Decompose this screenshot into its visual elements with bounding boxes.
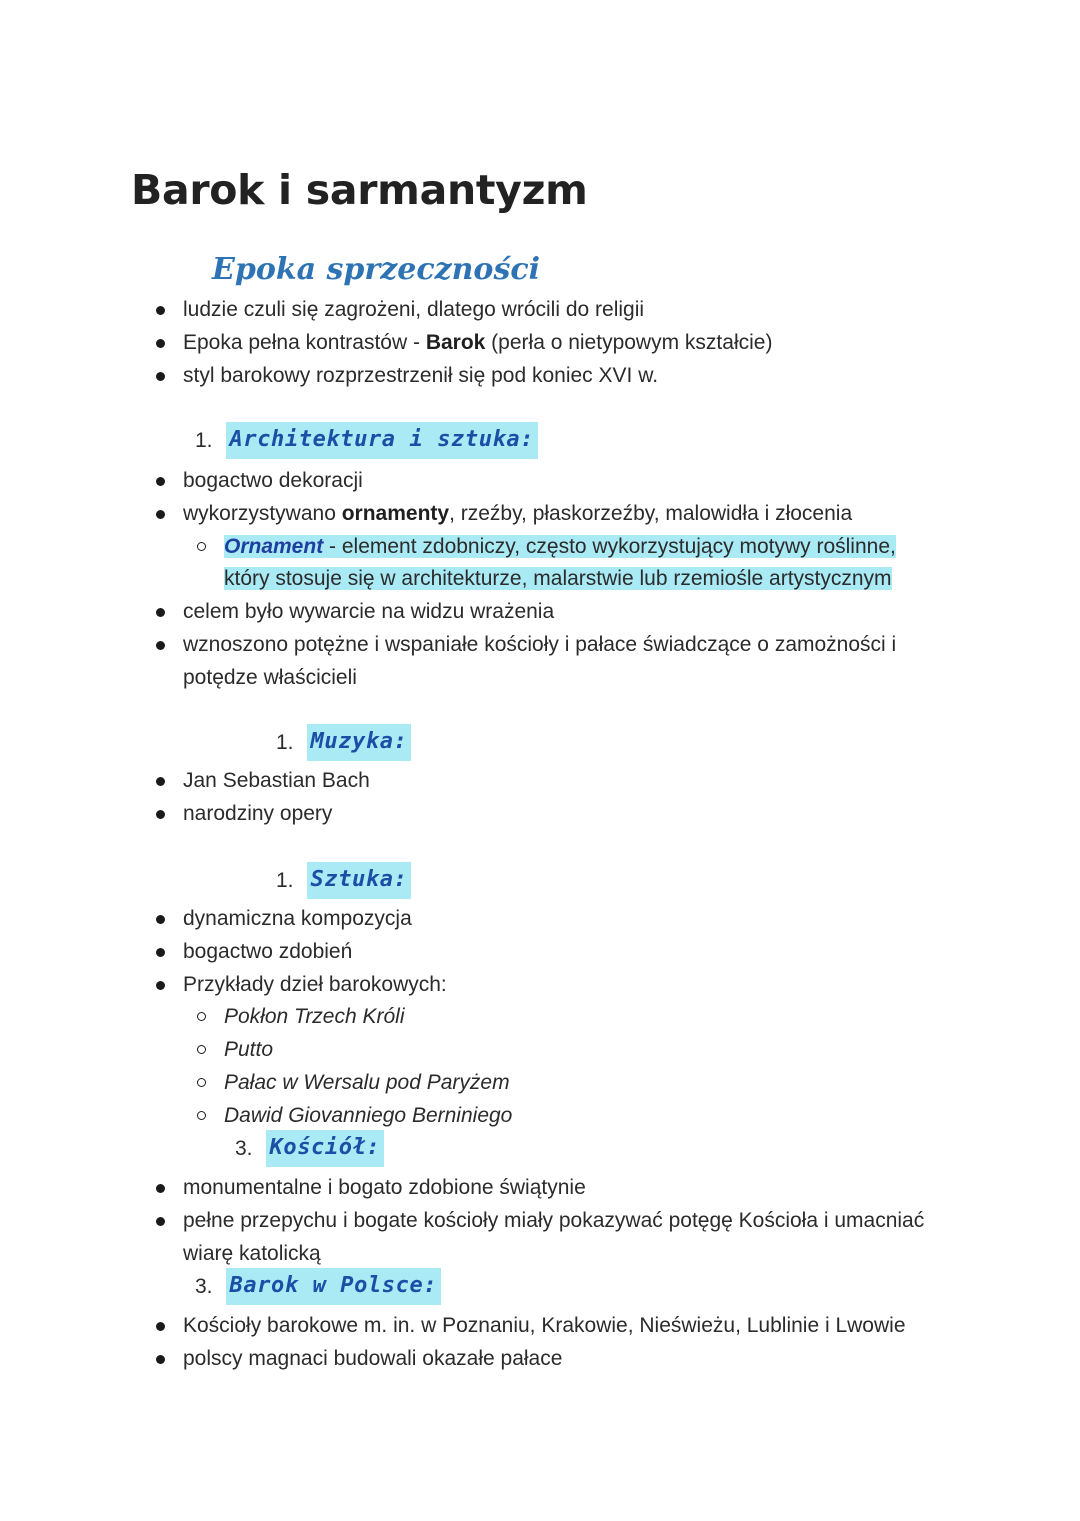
sub-list-item: Pokłon Trzech Króli <box>0 1001 1080 1034</box>
list-item: Kościoły barokowe m. in. w Poznaniu, Krakowie, Nieświeżu, Lublinie i Lwowie <box>0 1310 1080 1343</box>
list-item: celem było wywarcie na widzu wrażenia <box>0 596 1080 629</box>
list-item: narodziny opery <box>0 798 1080 831</box>
heading-kosciol <box>235 1130 384 1167</box>
ornament-term: Ornament <box>224 534 324 558</box>
list-item: Jan Sebastian Bach <box>0 765 1080 798</box>
sub-list-item: Pałac w Wersalu pod Paryżem <box>0 1067 1080 1100</box>
list-item: wznoszono potężne i wspaniałe kościoły i pałace świadczące o zamożności i potędze właścicieli <box>0 629 1080 695</box>
sub-list-item: Ornament - element zdobniczy, często wykorzystujący motywy roślinne, który stosuje się w architekturze, malarstwie lub rzemiośle artystycznym <box>0 531 1080 597</box>
list-item: bogactwo dekoracji <box>0 465 1080 498</box>
heading-polska <box>195 1268 441 1305</box>
heading-architektura <box>195 422 538 459</box>
heading-text: Sztuka: <box>307 862 412 899</box>
sztuka-list <box>0 903 1080 1133</box>
heading-number: 1. <box>276 868 294 892</box>
list-item: Przykłady dzieł barokowych: <box>0 969 1080 1002</box>
page-title: Barok i sarmantyzm <box>131 166 588 214</box>
intro-list <box>0 294 1080 392</box>
list-item: styl barokowy rozprzestrzenił się pod koniec XVI w. <box>0 360 1080 393</box>
kosciol-list <box>0 1172 1080 1270</box>
heading-text: Architektura i sztuka: <box>226 422 539 459</box>
heading-sztuka <box>276 862 411 899</box>
polska-list <box>0 1310 1080 1376</box>
muzyka-list <box>0 765 1080 831</box>
sub-list-item: Dawid Giovanniego Berniniego <box>0 1100 1080 1133</box>
architektura-list <box>0 465 1080 695</box>
heading-muzyka <box>276 724 411 761</box>
heading-text: Kościół: <box>266 1130 385 1167</box>
section-subtitle: Epoka sprzeczności <box>212 252 540 287</box>
list-item: pełne przepychu i bogate kościoły miały pokazywać potęgę Kościoła i umacniać wiarę katolicką <box>0 1205 1080 1271</box>
list-item: Epoka pełna kontrastów - Barok (perła o nietypowym kształcie) <box>0 327 1080 360</box>
heading-text: Muzyka: <box>307 724 412 761</box>
list-item: bogactwo zdobień <box>0 936 1080 969</box>
sub-list-item: Putto <box>0 1034 1080 1067</box>
heading-number: 1. <box>276 730 294 754</box>
heading-number: 3. <box>235 1136 253 1160</box>
heading-text: Barok w Polsce: <box>226 1268 442 1305</box>
heading-number: 1. <box>195 428 213 452</box>
list-item: dynamiczna kompozycja <box>0 903 1080 936</box>
list-item: polscy magnaci budowali okazałe pałace <box>0 1343 1080 1376</box>
list-item: ludzie czuli się zagrożeni, dlatego wrócili do religii <box>0 294 1080 327</box>
list-item: monumentalne i bogato zdobione świątynie <box>0 1172 1080 1205</box>
heading-number: 3. <box>195 1274 213 1298</box>
list-item: wykorzystywano ornamenty, rzeźby, płaskorzeźby, malowidła i złocenia <box>0 498 1080 531</box>
